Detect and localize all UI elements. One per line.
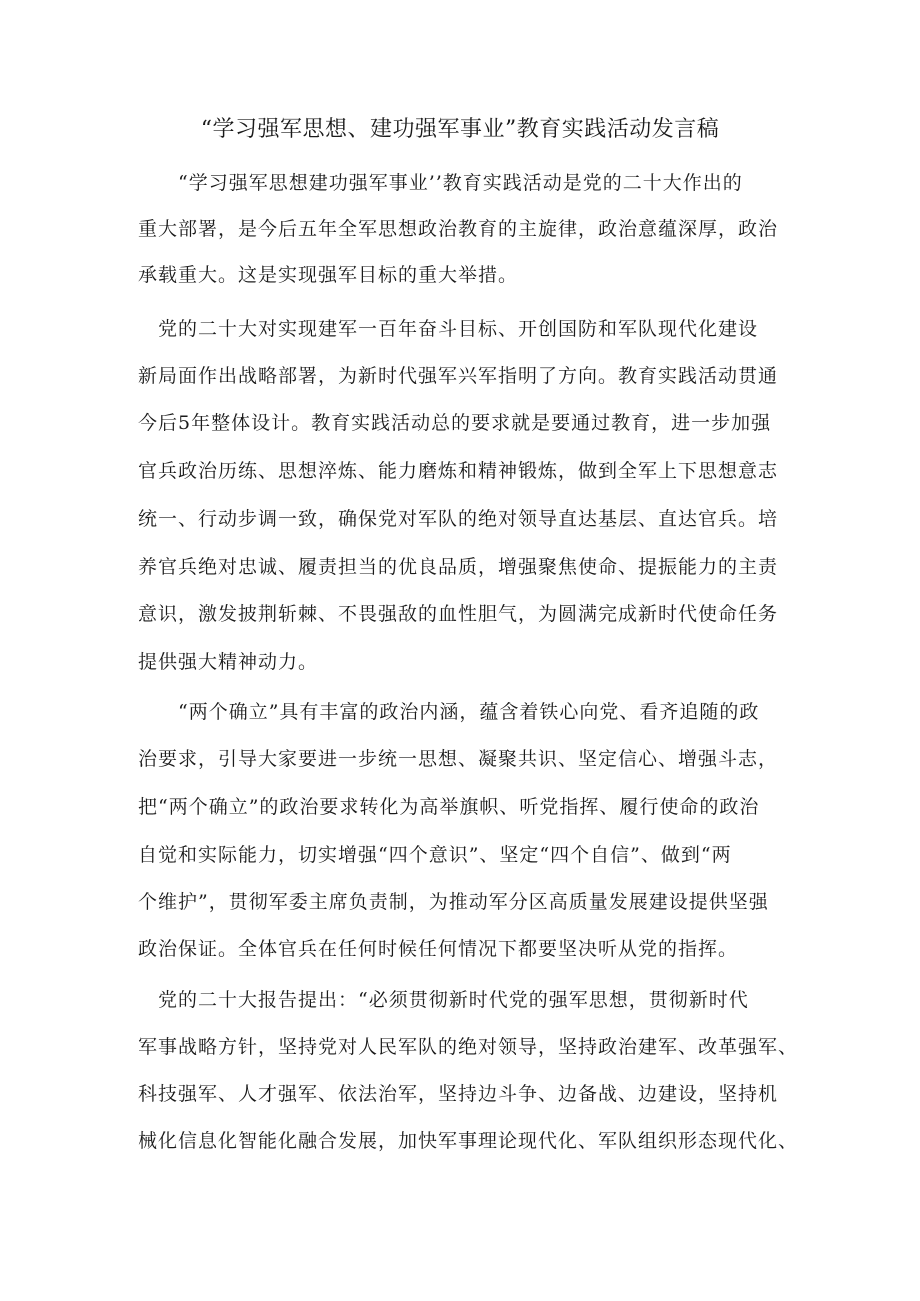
paragraph-line: “两个确立”具有丰富的政治内涵，蕴含着铁心向党、看齐追随的政 bbox=[138, 701, 760, 723]
paragraph-line: 承载重大。这是实现强军目标的重大举措。 bbox=[138, 264, 519, 286]
paragraph-line: 新局面作出战略部署，为新时代强军兴军指明了方向。教育实践活动贯通 bbox=[138, 365, 779, 387]
paragraph-line: 军事战略方针，坚持党对人民军队的绝对领导，坚持政治建军、改革强军、 bbox=[138, 1036, 799, 1058]
paragraph-line: 提供强大精神动力。 bbox=[138, 651, 319, 673]
paragraph-line: 党的二十大报告提出：“必须贯彻新时代党的强军思想，贯彻新时代 bbox=[138, 989, 749, 1011]
paragraph-line: 今后5年整体设计。教育实践活动总的要求就是要通过教育，进一步加强 bbox=[138, 412, 772, 434]
paragraph-line: 官兵政治历练、思想淬炼、能力磨炼和精神锻炼，做到全军上下思想意志 bbox=[138, 460, 779, 482]
paragraph-line: 自觉和实际能力，切实增强“四个意识”、坚定“四个自信”、做到“两 bbox=[138, 844, 732, 866]
paragraph-line: 治要求，引导大家要进一步统一思想、凝聚共识、坚定信心、增强斗志， bbox=[138, 748, 779, 770]
paragraph-line: 重大部署，是今后五年全军思想政治教育的主旋律，政治意蕴深厚，政治 bbox=[138, 218, 779, 240]
paragraph-line: 政治保证。全体官兵在任何时候任何情况下都要坚决听从党的指挥。 bbox=[138, 938, 739, 960]
paragraph-line: 养官兵绝对忠诚、履责担当的优良品质，增强聚焦使命、提振能力的主责 bbox=[138, 556, 779, 578]
paragraph-line: 把“两个确立”的政治要求转化为高举旗帜、听党指挥、履行使命的政治 bbox=[138, 796, 760, 818]
paragraph-line: 械化信息化智能化融合发展，加快军事理论现代化、军队组织形态现代化、 bbox=[138, 1130, 799, 1152]
paragraph-line: 意识，激发披荆斩棘、不畏强敌的血性胆气，为圆满完成新时代使命任务 bbox=[138, 603, 779, 625]
paragraph-line: 统一、行动步调一致，确保党对军队的绝对领导直达基层、直达官兵。培 bbox=[138, 508, 779, 530]
paragraph-line: 个维护”，贯彻军委主席负责制，为推动军分区高质量发展建设提供坚强 bbox=[138, 891, 769, 913]
paragraph-line: 党的二十大对实现建军一百年奋斗目标、开创国防和军队现代化建设 bbox=[138, 318, 759, 340]
document-title: “学习强军思想、建功强军事业”教育实践活动发言稿 bbox=[200, 117, 720, 142]
paragraph-line: 科技强军、人才强军、依法治军，坚持边斗争、边备战、边建设，坚持机 bbox=[138, 1083, 779, 1105]
paragraph-line: “学习强军思想建功强军事业’’教育实践活动是党的二十大作出的 bbox=[138, 172, 743, 194]
